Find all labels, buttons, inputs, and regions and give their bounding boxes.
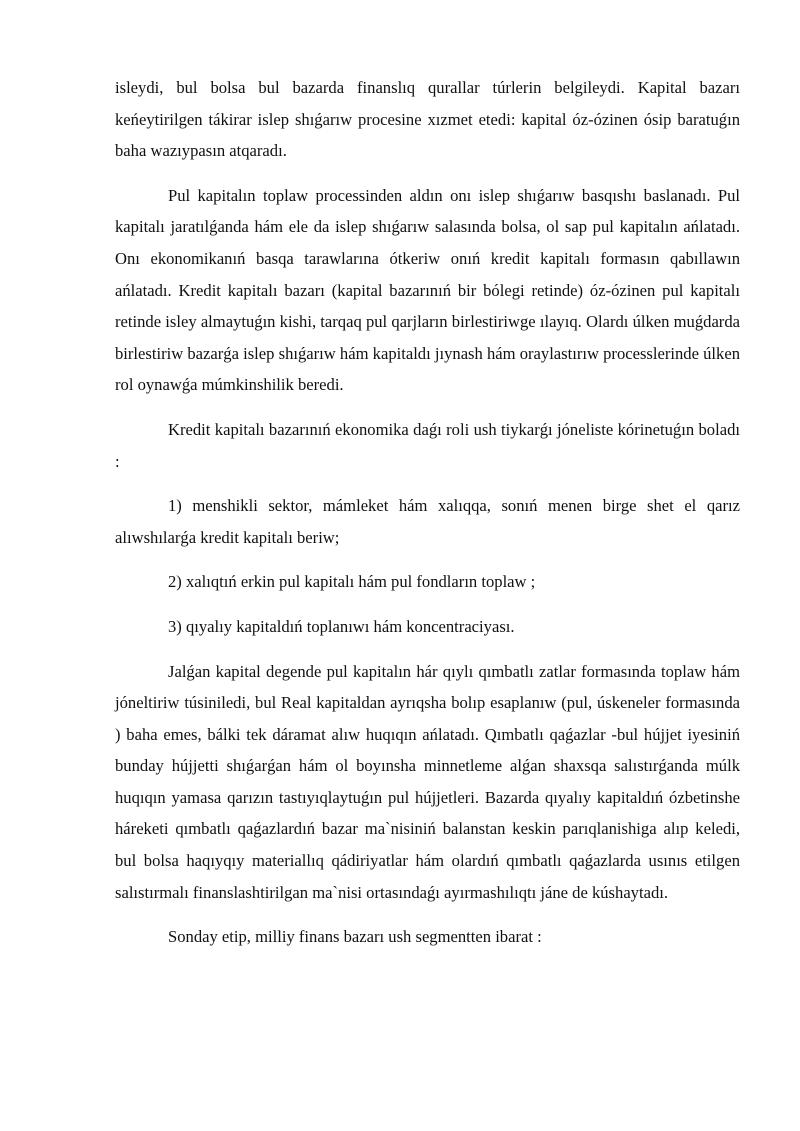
paragraph-credit-capital-role: Kredit kapitalı bazarınıń ekonomika daǵı roli ush tiykarǵı jóneliste kórinetuǵın boladı : xyxy=(115,419,740,471)
paragraph-money-capital: Pul kapitalın toplaw processinden aldın onı islep shıǵarıw basqıshı baslanadı. Pul kapitalı jaratılǵanda hám ele da islep shıǵarıw salasında bolsa, ol sap pul kapitalın ańlatadı. Onı ekonomikanıń basqa tarawlarına ótkeriw onıń kredit kapitalı formasın qabıllawın ańlatadı. Kredit kapitalı bazarı (kapital bazarınıń bir bólegi retinde) óz-ózinen pul kapitalı retinde isley almaytuǵın kishi, tarqaq pul qarjların birlestiriwge ılayıq. Olardı úlken muǵdarda birlestiriw bazarǵa islep shıǵarıw hám kapitaldı jıynash hám oraylastırıw processlerinde úlken rol oynawǵa múmkinshilik beredi. xyxy=(115,185,740,395)
paragraph-conclusion: Sonday etip, milliy finans bazarı ush segmentten ibarat : xyxy=(168,927,542,947)
paragraph-fictitious-capital: Jalǵan kapital degende pul kapitalın hár qıylı qımbatlı zatlar formasında toplaw hám jóneltiriw túsiniledi, bul Real kapitaldan ayrıqsha bolıp esaplanıw (pul, úskeneler formasında ) baha emes, bálki tek dáramat alıw huqıqın ańlatadı. Qımbatlı qaǵazlar -bul hújjet iyesiniń bunday hújjetti shıǵarǵan hám ol boyınsha minnetleme alǵan shaxsqa salıstırǵanda múlk huqıqın yamasa qarızın tastıyıqlaytuǵın pul hújjetleri. Bazarda qıyalıy kapitaldıń ózbetinshe háreketi qımbatlı qaǵazlardıń bazar ma`nisiniń balanstan keskin parıqlanishiga alıp keledi, bul bolsa haqıyqıy materiallıq qádiriyatlar hám olardıń qımbatlı qaǵazlarda usınıs etilgen salıstırmalı finanslashtirilgan ma`nisi ortasındaǵı ayırmashılıqtı jáne de kúshaytadı. xyxy=(115,661,740,902)
document-body xyxy=(115,72,740,966)
paragraph-continuation: isleydi, bul bolsa bul bazarda finanslıq qurallar túrlerin belgileydi. Kapital bazarı keńeytirilgen tákirar islep shıǵarıw procesine xızmet etedi: kapital óz-ózinen ósip baratuǵın baha wazıypasın atqaradı. xyxy=(115,78,740,161)
list-item-1: 1) menshikli sektor, mámleket hám xalıqqa, sonıń menen birge shet el qarız alıwshılarǵa kredit kapitalı beriw; xyxy=(115,496,740,547)
list-item-3: 3) qıyalıy kapitaldıń toplanıwı hám koncentraciyası. xyxy=(168,616,515,636)
list-item-2: 2) xalıqtıń erkin pul kapitalı hám pul fondların toplaw ; xyxy=(168,572,536,592)
